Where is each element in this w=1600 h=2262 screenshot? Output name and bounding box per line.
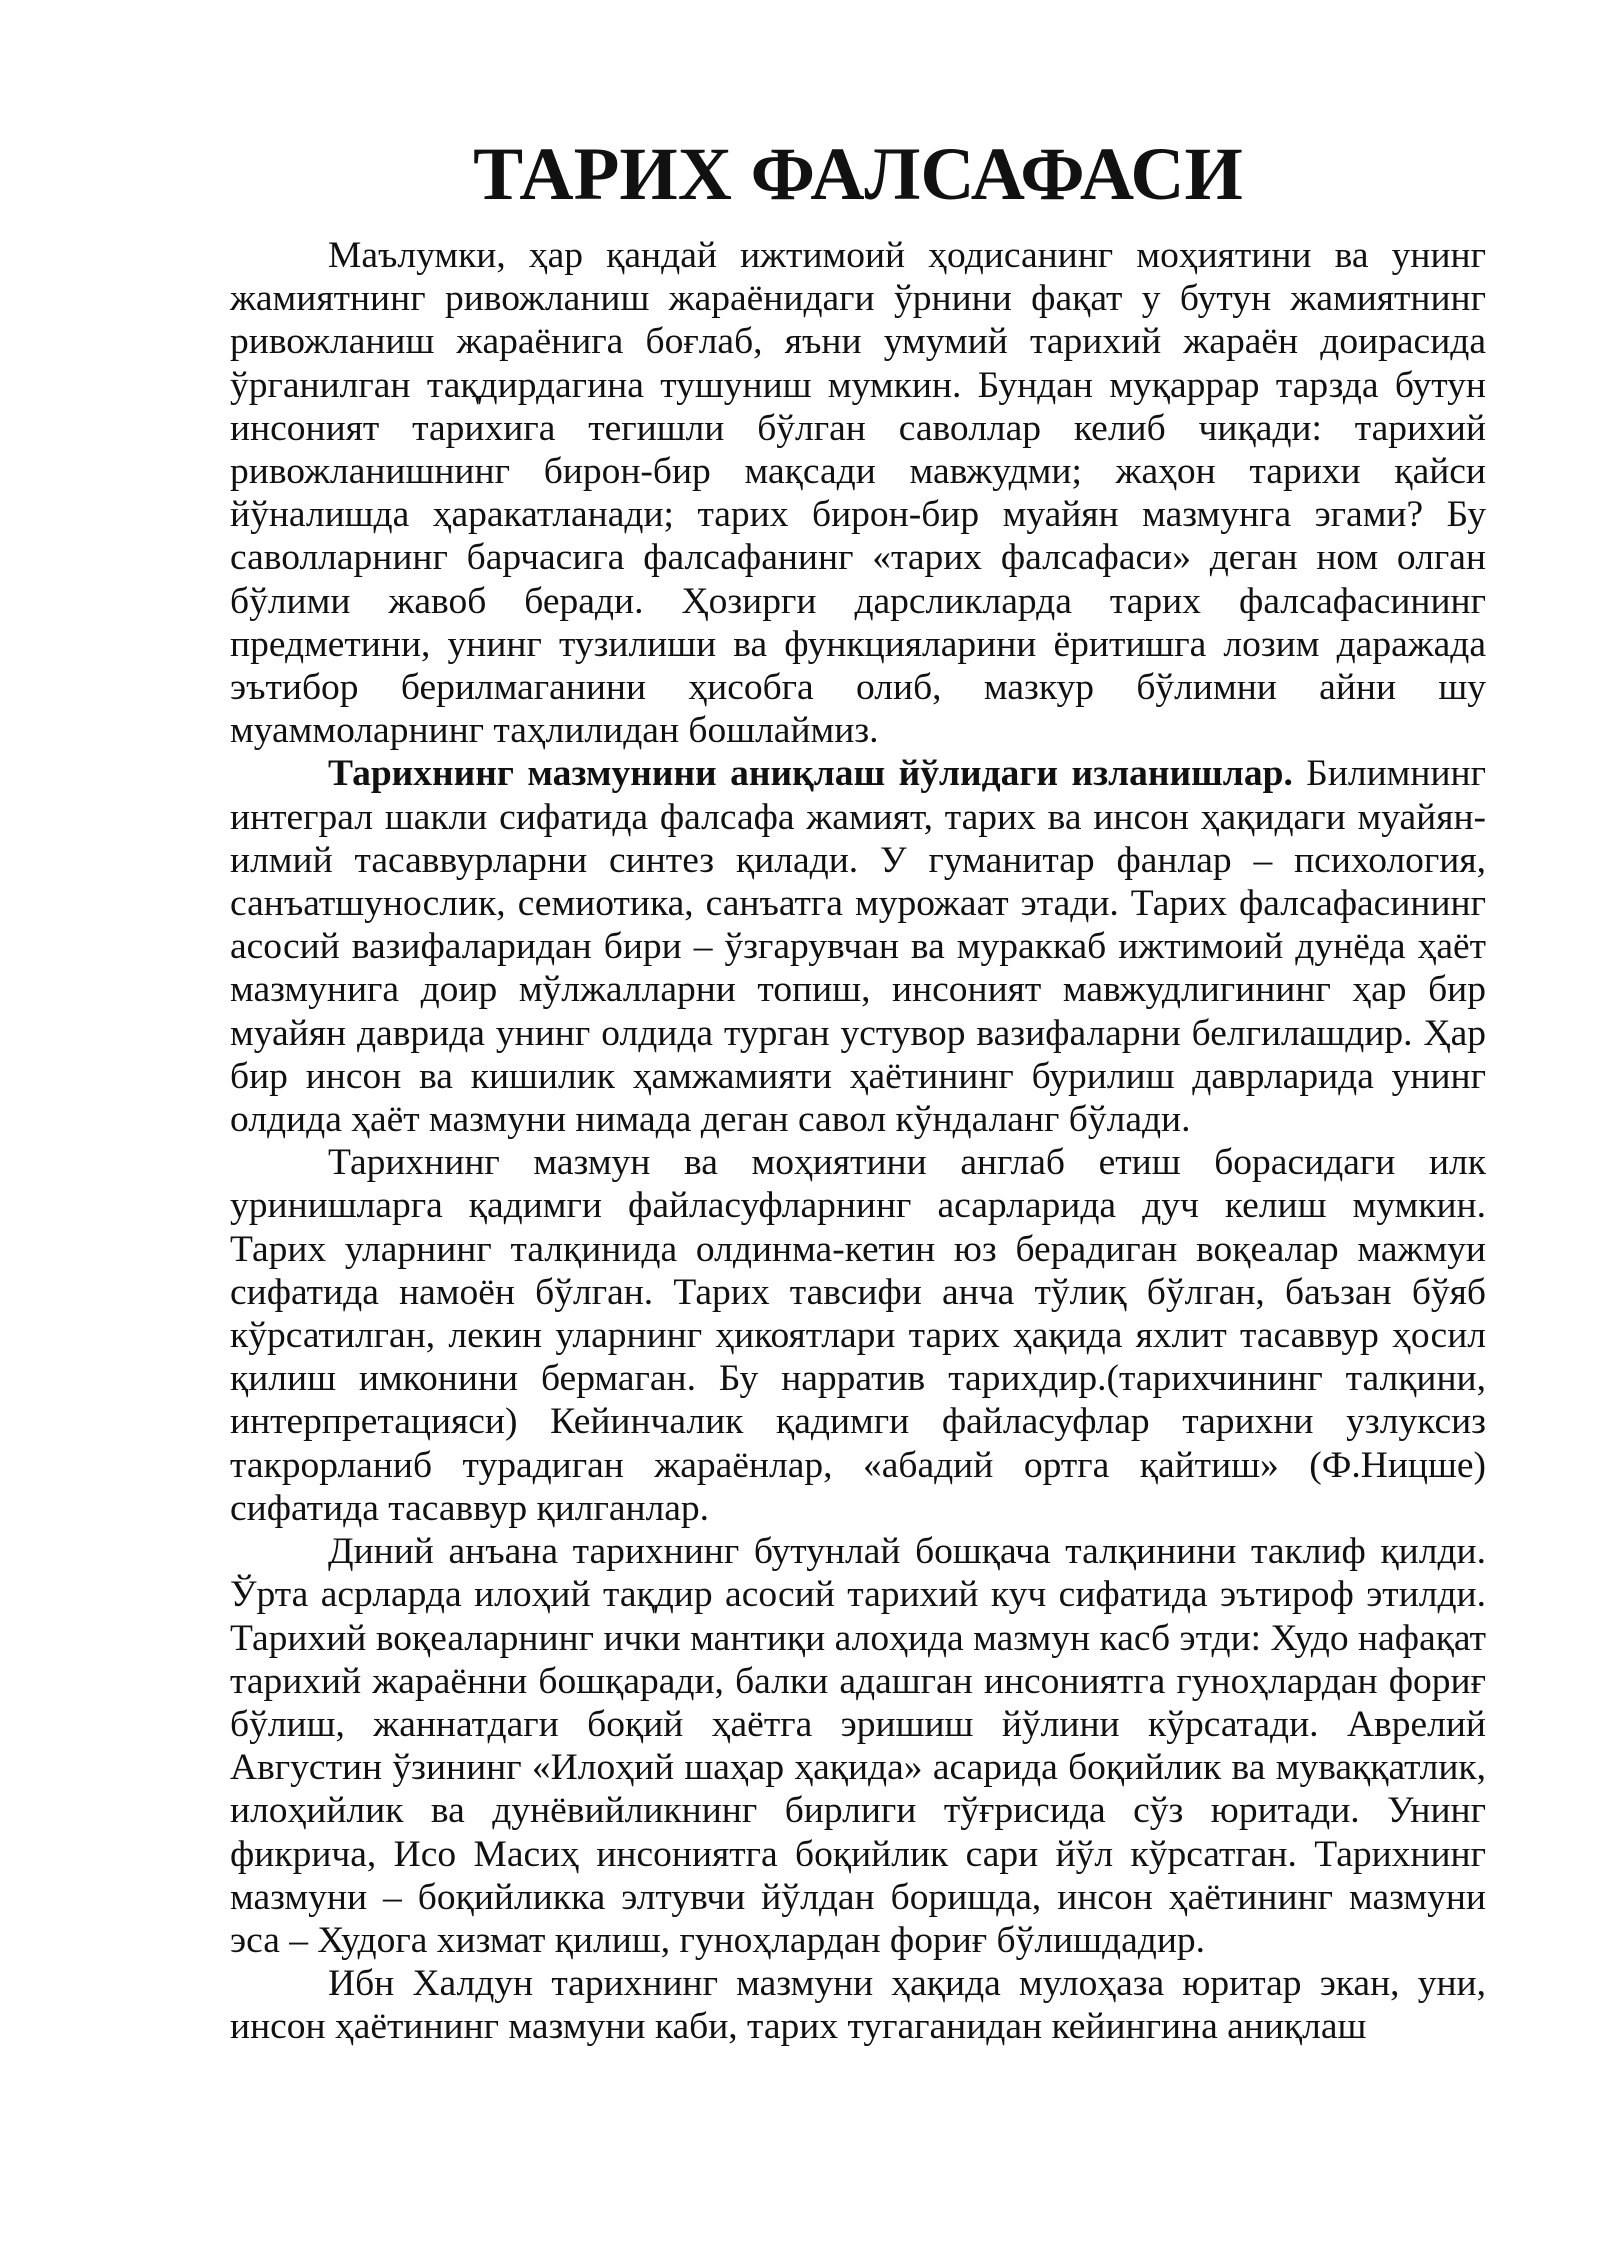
paragraph-3-text: Тарихнинг мазмун ва моҳиятини англаб етиш борасидаги илк уринишларга қадимги файласуфларнинг асарларида дуч келиш мумкин. Тарих уларнинг талқинида олдинма-кетин юз берадиган воқеалар мажмуи сифатида намоён бўлган. Тарих тавсифи анча тўлиқ бўлган, баъзан бўяб кўрсатилган, лекин уларнинг ҳикоятлари тарих ҳақида яхлит тасаввур ҳосил қилиш имконини бермаган. Бу нарратив тарихдир.(тарихчининг талқини, интерпретацияси) Кейинчалик қадимги файласуфлар тарихни узлуксиз такрорланиб турадиган жараёнлар, «абадий ортга қайтиш» (Ф.Ницше) сифатида тасаввур қилганлар. [230,1142,1486,1529]
paragraph-2-heading: Тарихнинг мазмунини аниқлаш йўлидаги изланишлар. [328,753,1293,795]
paragraph-1-text: Маълумки, ҳар қандай ижтимоий ҳодисанинг моҳиятини ва унинг жамиятнинг ривожланиш жараёнидаги ўрнини фақат у бутун жамиятнинг ривожланиш жараёнига боғлаб, яъни умумий тарихий жараён доирасида ўрганилган тақдирдагина тушуниш мумкин. Бундан муқаррар тарзда бутун инсоният тарихига тегишли бўлган саволлар келиб чиқади: тарихий ривожланишнинг бирон-бир мақсади мавжудми; жаҳон тарихи қайси йўналишда ҳаракатланади; тарих бирон-бир муайян мазмунга эгами? Бу саволларнинг барчасига фалсафанинг «тарих фалсафаси» деган ном олган бўлими жавоб беради. Ҳозирги дарсликларда тарих фалсафасининг предметини, унинг тузилиши ва функцияларини ёритишга лозим даражада эътибор берилмаганини ҳисобга олиб, мазкур бўлимни айни шу муаммоларнинг таҳлилидан бошлаймиз. [230,235,1486,752]
paragraph-4-text: Диний анъана тарихнинг бутунлай бошқача талқинини таклиф қилди. Ўрта асрларда илоҳий тақдир асосий тарихий куч сифатида эътироф этилди. Тарихий воқеаларнинг ички мантиқи алоҳида мазмун касб этди: Худо нафақат тарихий жараённи бошқаради, балки адашган инсониятга гуноҳлардан фориғ бўлиш, жаннатдаги боқий ҳаётга эришиш йўлини кўрсатади. Аврелий Августин ўзининг «Илоҳий шаҳар ҳақида» асарида боқийлик ва муваққатлик, илоҳийлик ва дунёвийликнинг бирлиги тўғрисида сўз юритади. Унинг фикрича, Исо Масиҳ инсониятга боқийлик сари йўл кўрсатган. Тарихнинг мазмуни – боқийликка элтувчи йўлдан боришда, инсон ҳаётининг мазмуни эса – Худога хизмат қилиш, гуноҳлардан фориғ бўлишдадир. [230,1531,1486,1961]
paragraph-5-text: Ибн Халдун тарихнинг мазмуни ҳақида мулоҳаза юритар экан, уни, инсон ҳаётининг мазмуни каби, тарих тугаганидан кейингина аниқлаш [230,1963,1486,2048]
document-page [230,133,1487,2049]
paragraph-2 [230,752,1486,1141]
paragraph-1 [230,234,1486,752]
paragraph-2-text: Билимнинг интеграл шакли сифатида фалсафа жамият, тарих ва инсон ҳақидаги муайян-илмий тасаввурларни синтез қилади. У гуманитар фанлар – психология, санъатшунослик, семиотика, санъатга мурожаат этади. Тарих фалсафасининг асосий вазифаларидан бири – ўзгарувчан ва мураккаб ижтимоий дунёда ҳаёт мазмунига доир мўлжалларни топиш, инсоният мавжудлигининг ҳар бир муайян даврида унинг олдида турган устувор вазифаларни белгилашдир. Ҳар бир инсон ва кишилик ҳамжамияти ҳаётининг бурилиш даврларида унинг олдида ҳаёт мазмуни нимада деган савол кўндаланг бўлади. [230,753,1487,1141]
paragraph-4 [230,1530,1486,1962]
paragraph-5 [230,1962,1486,2048]
document-title: ТАРИХ ФАЛСАФАСИ [473,133,1243,216]
paragraph-3 [230,1141,1486,1530]
